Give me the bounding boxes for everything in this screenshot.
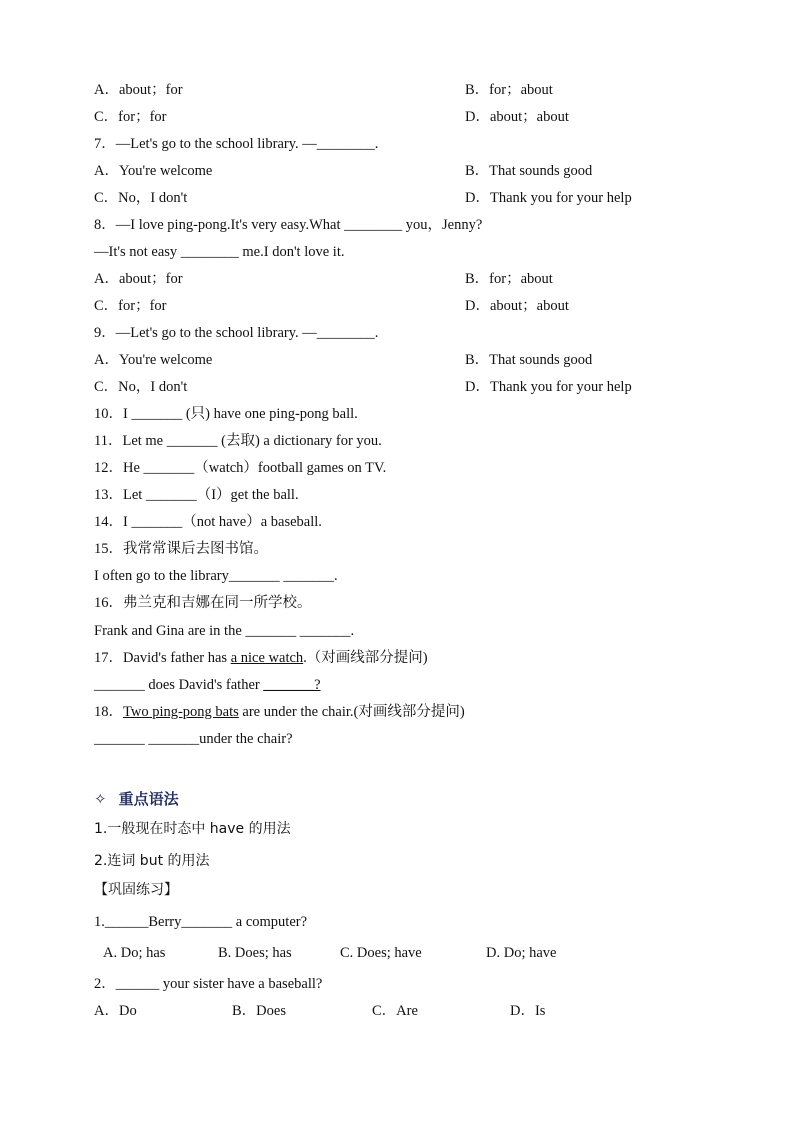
- underlined-phrase: Two ping-pong bats: [123, 704, 239, 720]
- option-d: D. Do; have: [486, 945, 557, 961]
- option-c: C．No，I don't: [94, 379, 188, 395]
- question-15-answer: I often go to the library_______ _______.: [94, 568, 338, 584]
- option-a: A. Do; has: [103, 945, 166, 961]
- grammar-point-1: 1.一般现在时态中 have 的用法: [94, 821, 291, 837]
- option-row: [94, 107, 569, 127]
- option-row: [94, 1001, 546, 1021]
- option-d: D．Thank you for your help: [465, 190, 632, 206]
- option-d: D．Thank you for your help: [465, 379, 632, 395]
- practice-question-1: 1.______Berry_______ a computer?: [94, 914, 308, 930]
- option-c: C．for；for: [94, 298, 167, 314]
- question-12: 12．He _______（watch）football games on TV.: [94, 460, 387, 476]
- option-b: B．That sounds good: [465, 163, 593, 179]
- option-c: C．No，I don't: [94, 190, 188, 206]
- section-title: 重点语法: [118, 790, 179, 808]
- question-17: 17．David's father has a nice watch.（对画线部分提问): [94, 650, 428, 666]
- option-b: B．for；about: [465, 271, 553, 287]
- question-14: 14．I _______（not have）a baseball.: [94, 514, 322, 530]
- question-15: 15．我常常课后去图书馆。: [94, 541, 268, 557]
- option-row: [94, 161, 593, 181]
- question-18-answer: _______ _______under the chair?: [94, 731, 293, 747]
- option-row: [94, 269, 553, 289]
- option-row: [94, 350, 593, 370]
- grammar-point-2: 2.连词 but 的用法: [94, 853, 210, 869]
- practice-question-2: 2．______ your sister have a baseball?: [94, 976, 323, 992]
- question-7: 7．—Let's go to the school library. —________.: [94, 136, 379, 152]
- underlined-blank: _______?: [263, 677, 321, 693]
- question-8: 8．—I love ping-pong.It's very easy.What ________ you，Jenny?: [94, 217, 483, 233]
- option-b: B．for；about: [465, 82, 553, 98]
- option-c: C．for；for: [94, 109, 167, 125]
- question-18: 18．Two ping-pong bats are under the chair.(对画线部分提问): [94, 704, 465, 720]
- underlined-phrase: a nice watch: [230, 650, 304, 666]
- option-b: B．Does: [232, 1003, 286, 1019]
- option-a: A．You're welcome: [94, 352, 213, 368]
- option-a: A．about；for: [94, 82, 183, 98]
- option-row: [94, 80, 553, 100]
- option-b: B．That sounds good: [465, 352, 593, 368]
- question-16: 16．弗兰克和吉娜在同一所学校。: [94, 595, 312, 611]
- option-c: C．Are: [372, 1003, 418, 1019]
- diamond-icon: ✧: [94, 790, 107, 808]
- option-d: D．Is: [510, 1003, 546, 1019]
- question-13: 13．Let _______（I）get the ball.: [94, 487, 299, 503]
- practice-heading: 【巩固练习】: [94, 882, 178, 898]
- question-10: 10．I _______ (只) have one ping-pong ball.: [94, 406, 358, 422]
- option-a: A．You're welcome: [94, 163, 213, 179]
- question-17-answer: _______ does David's father _______?: [94, 677, 321, 693]
- option-row: [94, 296, 569, 316]
- option-c: C. Does; have: [340, 945, 422, 961]
- question-8-reply: —It's not easy ________ me.I don't love it.: [94, 244, 345, 260]
- option-d: D．about；about: [465, 298, 569, 314]
- option-row: [94, 188, 632, 208]
- question-16-answer: Frank and Gina are in the _______ _______.: [94, 623, 355, 639]
- question-9: 9．—Let's go to the school library. —________.: [94, 325, 379, 341]
- option-a: A．about；for: [94, 271, 183, 287]
- option-row: [103, 943, 557, 963]
- section-heading: [94, 788, 179, 810]
- option-row: [94, 377, 632, 397]
- question-11: 11．Let me _______ (去取) a dictionary for you.: [94, 433, 382, 449]
- option-d: D．about；about: [465, 109, 569, 125]
- option-a: A．Do: [94, 1003, 137, 1019]
- option-b: B. Does; has: [218, 945, 292, 961]
